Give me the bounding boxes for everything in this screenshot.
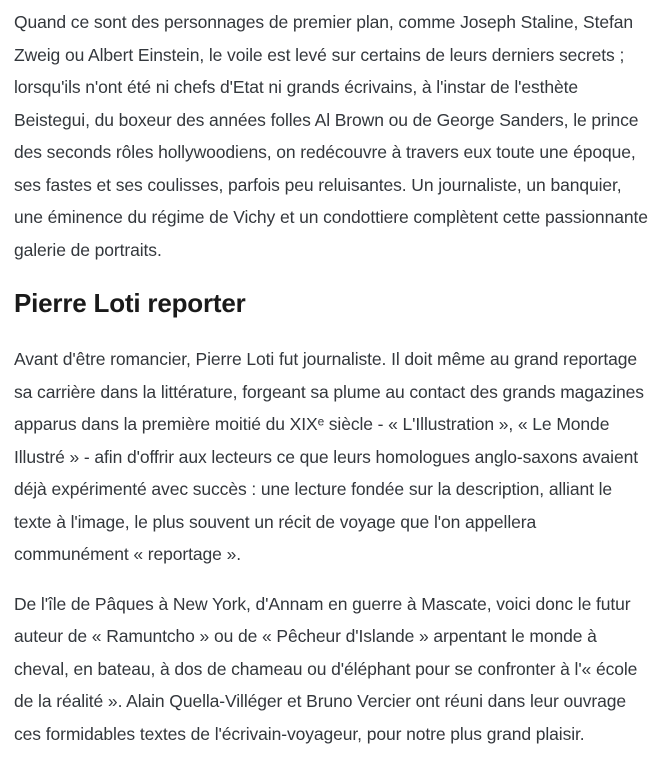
- paragraph-loti-journalist: Avant d'être romancier, Pierre Loti fut journaliste. Il doit même au grand reportage sa carrière dans la littérature, forgeant sa plume au contact des grands magazines apparus dans la première moitié du XIXᵉ siècle - « L'Illustration », « Le Monde Illustré » - afin d'offrir aux lecteurs ce que leurs homologues anglo-saxons avaient déjà expérimenté avec succès : une lecture fondée sur la description, alliant le texte à l'image, le plus souvent un récit de voyage que l'on appellera communément « reportage ».: [14, 349, 644, 564]
- intro-paragraph: Quand ce sont des personnages de premier plan, comme Joseph Staline, Stefan Zweig ou Albert Einstein, le voile est levé sur certains de leurs derniers secrets ; lorsqu'ils n'ont été ni chefs d'Etat ni grands écrivains, à l'instar de l'esthète Beistegui, du boxeur des années folles Al Brown ou de George Sanders, le prince des seconds rôles hollywoodiens, on redécouvre à travers eux toute une époque, ses fastes et ses coulisses, parfois peu reluisantes. Un journaliste, un banquier, une éminence du régime de Vichy et un condottiere complètent cette passionnante galerie de portraits.: [14, 12, 648, 260]
- paragraph-voyages: De l'île de Pâques à New York, d'Annam en guerre à Mascate, voici donc le futur auteur de « Ramuntcho » ou de « Pêcheur d'Islande » arpentant le monde à cheval, en bateau, à dos de chameau ou d'éléphant pour se confronter à l'« école de la réalité ». Alain Quella-Villéger et Bruno Vercier ont réuni dans leur ouvrage ces formidables textes de l'écrivain-voyageur, pour notre plus grand plaisir.: [14, 593, 638, 744]
- section-heading: Pierre Loti reporter: [14, 288, 246, 318]
